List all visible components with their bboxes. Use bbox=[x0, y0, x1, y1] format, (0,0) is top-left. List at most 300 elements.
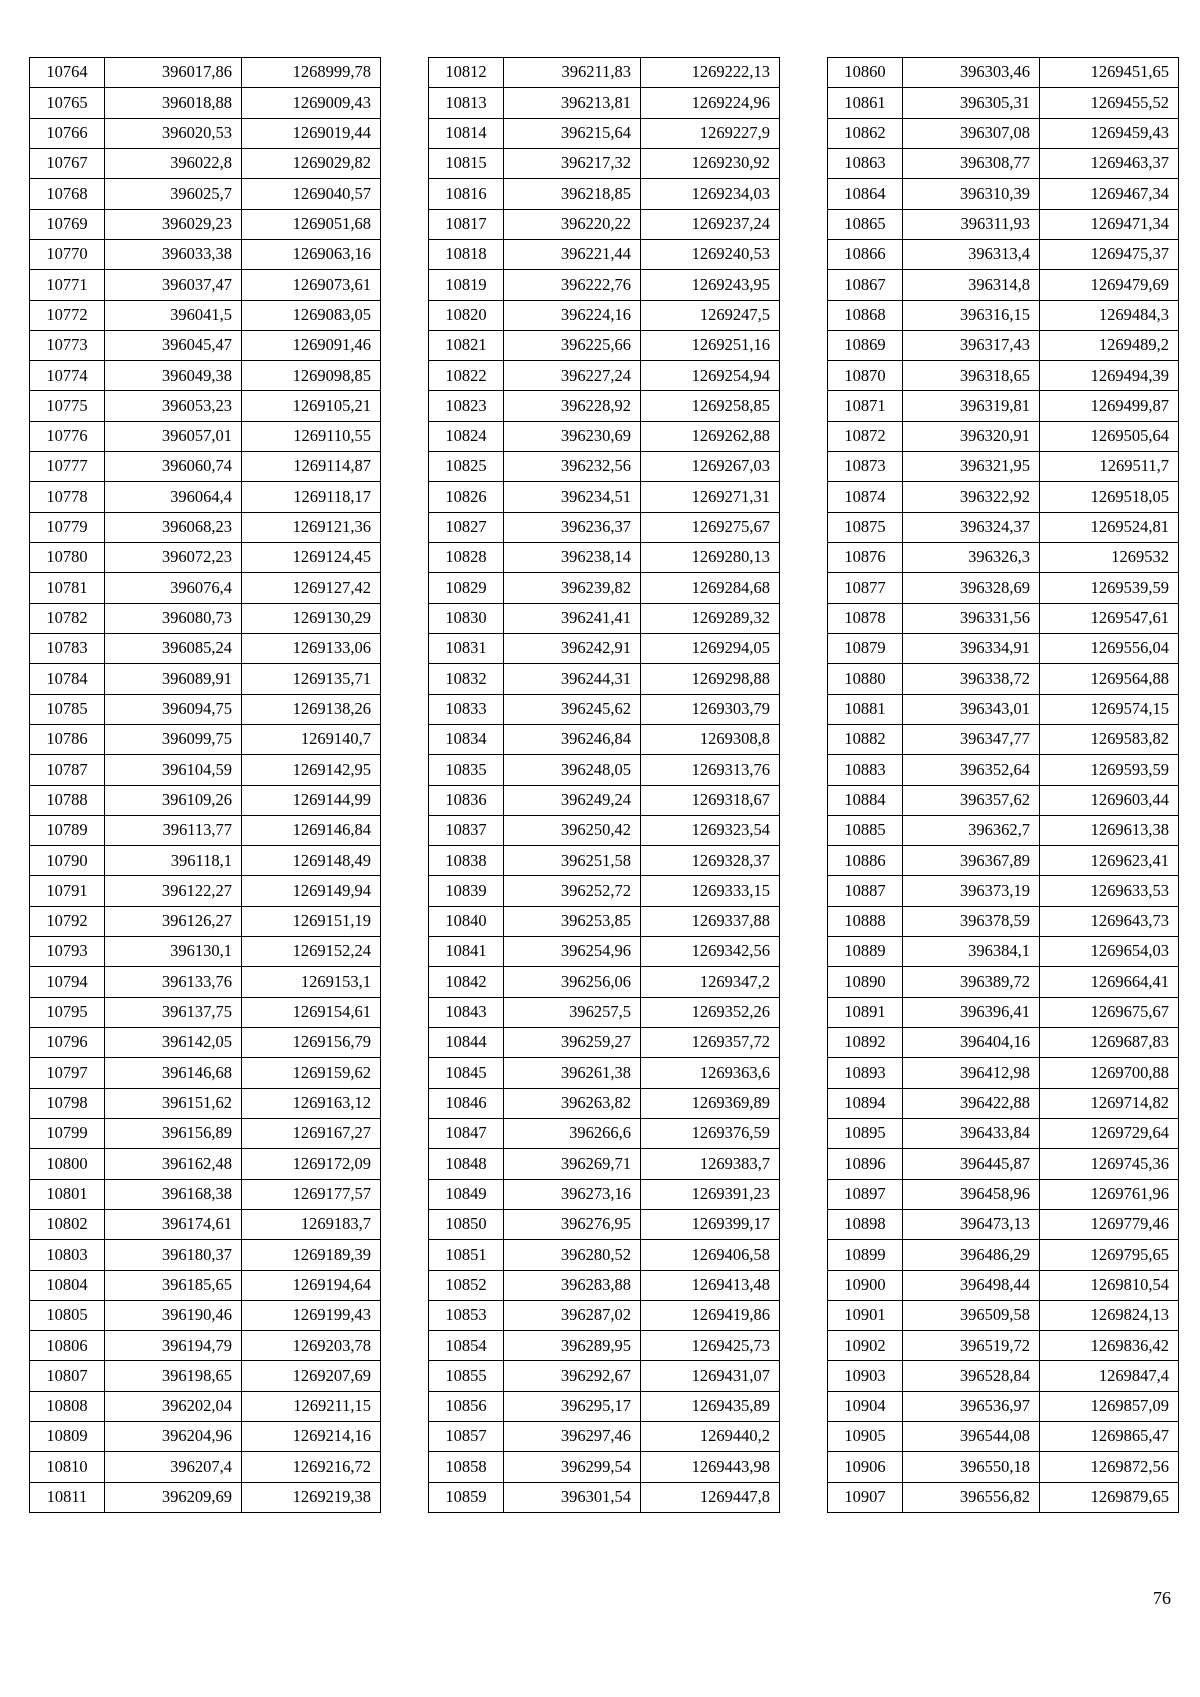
y-coordinate-cell: 1269156,79 bbox=[242, 1028, 381, 1058]
x-coordinate-cell: 396273,16 bbox=[504, 1179, 641, 1209]
point-number-cell: 10807 bbox=[30, 1361, 105, 1391]
table-row bbox=[828, 148, 1179, 178]
table-row bbox=[429, 1179, 780, 1209]
table-row bbox=[828, 755, 1179, 785]
x-coordinate-cell: 396072,23 bbox=[105, 543, 242, 573]
x-coordinate-cell: 396367,89 bbox=[903, 846, 1040, 876]
point-number-cell: 10904 bbox=[828, 1391, 903, 1421]
x-coordinate-cell: 396232,56 bbox=[504, 452, 641, 482]
point-number-cell: 10777 bbox=[30, 452, 105, 482]
table-row bbox=[828, 118, 1179, 148]
y-coordinate-cell: 1269847,4 bbox=[1040, 1361, 1179, 1391]
y-coordinate-cell: 1269124,45 bbox=[242, 543, 381, 573]
table-row bbox=[828, 300, 1179, 330]
table-row bbox=[828, 1088, 1179, 1118]
point-number-cell: 10860 bbox=[828, 58, 903, 88]
table-row bbox=[429, 1452, 780, 1482]
x-coordinate-cell: 396473,13 bbox=[903, 1209, 1040, 1239]
point-number-cell: 10823 bbox=[429, 391, 504, 421]
x-coordinate-cell: 396204,96 bbox=[105, 1422, 242, 1452]
x-coordinate-cell: 396244,31 bbox=[504, 664, 641, 694]
y-coordinate-cell: 1269148,49 bbox=[242, 846, 381, 876]
point-number-cell: 10776 bbox=[30, 421, 105, 451]
point-number-cell: 10858 bbox=[429, 1452, 504, 1482]
table-row bbox=[30, 997, 381, 1027]
point-number-cell: 10905 bbox=[828, 1422, 903, 1452]
y-coordinate-cell: 1269547,61 bbox=[1040, 603, 1179, 633]
y-coordinate-cell: 1269251,16 bbox=[641, 330, 780, 360]
point-number-cell: 10896 bbox=[828, 1149, 903, 1179]
y-coordinate-cell: 1269121,36 bbox=[242, 512, 381, 542]
coordinate-table-2 bbox=[428, 57, 780, 1513]
table-row bbox=[828, 694, 1179, 724]
x-coordinate-cell: 396310,39 bbox=[903, 179, 1040, 209]
y-coordinate-cell: 1269574,15 bbox=[1040, 694, 1179, 724]
table-row bbox=[828, 967, 1179, 997]
point-number-cell: 10771 bbox=[30, 270, 105, 300]
table-row bbox=[30, 1058, 381, 1088]
x-coordinate-cell: 396378,59 bbox=[903, 906, 1040, 936]
x-coordinate-cell: 396218,85 bbox=[504, 179, 641, 209]
y-coordinate-cell: 1269333,15 bbox=[641, 876, 780, 906]
table-row bbox=[828, 270, 1179, 300]
point-number-cell: 10819 bbox=[429, 270, 504, 300]
table-row bbox=[30, 209, 381, 239]
point-number-cell: 10822 bbox=[429, 361, 504, 391]
y-coordinate-cell: 1269857,09 bbox=[1040, 1391, 1179, 1421]
y-coordinate-cell: 1269795,65 bbox=[1040, 1240, 1179, 1270]
y-coordinate-cell: 1269391,23 bbox=[641, 1179, 780, 1209]
x-coordinate-cell: 396217,32 bbox=[504, 148, 641, 178]
y-coordinate-cell: 1269258,85 bbox=[641, 391, 780, 421]
x-coordinate-cell: 396198,65 bbox=[105, 1361, 242, 1391]
point-number-cell: 10796 bbox=[30, 1028, 105, 1058]
x-coordinate-cell: 396324,37 bbox=[903, 512, 1040, 542]
table-row bbox=[30, 330, 381, 360]
x-coordinate-cell: 396053,23 bbox=[105, 391, 242, 421]
point-number-cell: 10882 bbox=[828, 724, 903, 754]
y-coordinate-cell: 1269471,34 bbox=[1040, 209, 1179, 239]
y-coordinate-cell: 1269152,24 bbox=[242, 937, 381, 967]
y-coordinate-cell: 1269714,82 bbox=[1040, 1088, 1179, 1118]
y-coordinate-cell: 1269243,95 bbox=[641, 270, 780, 300]
y-coordinate-cell: 1269149,94 bbox=[242, 876, 381, 906]
y-coordinate-cell: 1269234,03 bbox=[641, 179, 780, 209]
x-coordinate-cell: 396089,91 bbox=[105, 664, 242, 694]
point-number-cell: 10782 bbox=[30, 603, 105, 633]
x-coordinate-cell: 396283,88 bbox=[504, 1270, 641, 1300]
x-coordinate-cell: 396137,75 bbox=[105, 997, 242, 1027]
x-coordinate-cell: 396299,54 bbox=[504, 1452, 641, 1482]
table-row bbox=[30, 361, 381, 391]
table-row bbox=[828, 846, 1179, 876]
table-row bbox=[30, 573, 381, 603]
y-coordinate-cell: 1269133,06 bbox=[242, 633, 381, 663]
table-row bbox=[30, 724, 381, 754]
table-row bbox=[429, 1209, 780, 1239]
point-number-cell: 10851 bbox=[429, 1240, 504, 1270]
y-coordinate-cell: 1269664,41 bbox=[1040, 967, 1179, 997]
table-row bbox=[429, 543, 780, 573]
x-coordinate-cell: 396322,92 bbox=[903, 482, 1040, 512]
y-coordinate-cell: 1269172,09 bbox=[242, 1149, 381, 1179]
point-number-cell: 10854 bbox=[429, 1331, 504, 1361]
table-row bbox=[429, 1300, 780, 1330]
point-number-cell: 10889 bbox=[828, 937, 903, 967]
table-row bbox=[30, 755, 381, 785]
table-row bbox=[429, 1331, 780, 1361]
table-row bbox=[30, 1270, 381, 1300]
point-number-cell: 10804 bbox=[30, 1270, 105, 1300]
x-coordinate-cell: 396250,42 bbox=[504, 815, 641, 845]
point-number-cell: 10802 bbox=[30, 1209, 105, 1239]
table-row bbox=[30, 88, 381, 118]
y-coordinate-cell: 1269303,79 bbox=[641, 694, 780, 724]
y-coordinate-cell: 1269419,86 bbox=[641, 1300, 780, 1330]
table-row bbox=[828, 330, 1179, 360]
x-coordinate-cell: 396404,16 bbox=[903, 1028, 1040, 1058]
y-coordinate-cell: 1269467,34 bbox=[1040, 179, 1179, 209]
y-coordinate-cell: 1269294,05 bbox=[641, 633, 780, 663]
x-coordinate-cell: 396041,5 bbox=[105, 300, 242, 330]
y-coordinate-cell: 1269271,31 bbox=[641, 482, 780, 512]
table-row bbox=[429, 846, 780, 876]
point-number-cell: 10793 bbox=[30, 937, 105, 967]
table-row bbox=[828, 573, 1179, 603]
y-coordinate-cell: 1269227,9 bbox=[641, 118, 780, 148]
table-row bbox=[429, 1240, 780, 1270]
point-number-cell: 10824 bbox=[429, 421, 504, 451]
x-coordinate-cell: 396094,75 bbox=[105, 694, 242, 724]
point-number-cell: 10811 bbox=[30, 1482, 105, 1512]
point-number-cell: 10801 bbox=[30, 1179, 105, 1209]
table-row bbox=[828, 512, 1179, 542]
y-coordinate-cell: 1269435,89 bbox=[641, 1391, 780, 1421]
y-coordinate-cell: 1269247,5 bbox=[641, 300, 780, 330]
y-coordinate-cell: 1269511,7 bbox=[1040, 452, 1179, 482]
table-row bbox=[828, 1149, 1179, 1179]
table-row bbox=[828, 664, 1179, 694]
table-row bbox=[429, 118, 780, 148]
point-number-cell: 10893 bbox=[828, 1058, 903, 1088]
y-coordinate-cell: 1269532 bbox=[1040, 543, 1179, 573]
table-row bbox=[429, 361, 780, 391]
x-coordinate-cell: 396445,87 bbox=[903, 1149, 1040, 1179]
x-coordinate-cell: 396057,01 bbox=[105, 421, 242, 451]
point-number-cell: 10820 bbox=[429, 300, 504, 330]
y-coordinate-cell: 1269019,44 bbox=[242, 118, 381, 148]
table-row bbox=[30, 118, 381, 148]
point-number-cell: 10774 bbox=[30, 361, 105, 391]
y-coordinate-cell: 1269207,69 bbox=[242, 1361, 381, 1391]
x-coordinate-cell: 396556,82 bbox=[903, 1482, 1040, 1512]
table-row bbox=[828, 815, 1179, 845]
y-coordinate-cell: 1269499,87 bbox=[1040, 391, 1179, 421]
point-number-cell: 10772 bbox=[30, 300, 105, 330]
point-number-cell: 10784 bbox=[30, 664, 105, 694]
x-coordinate-cell: 396308,77 bbox=[903, 148, 1040, 178]
y-coordinate-cell: 1269154,61 bbox=[242, 997, 381, 1027]
table-row bbox=[30, 1422, 381, 1452]
y-coordinate-cell: 1269613,38 bbox=[1040, 815, 1179, 845]
point-number-cell: 10790 bbox=[30, 846, 105, 876]
table-row bbox=[30, 482, 381, 512]
table-row bbox=[429, 785, 780, 815]
x-coordinate-cell: 396389,72 bbox=[903, 967, 1040, 997]
point-number-cell: 10881 bbox=[828, 694, 903, 724]
y-coordinate-cell: 1269177,57 bbox=[242, 1179, 381, 1209]
x-coordinate-cell: 396222,76 bbox=[504, 270, 641, 300]
x-coordinate-cell: 396033,38 bbox=[105, 239, 242, 269]
table-row bbox=[30, 603, 381, 633]
point-number-cell: 10817 bbox=[429, 209, 504, 239]
point-number-cell: 10785 bbox=[30, 694, 105, 724]
point-number-cell: 10843 bbox=[429, 997, 504, 1027]
x-coordinate-cell: 396433,84 bbox=[903, 1118, 1040, 1148]
x-coordinate-cell: 396228,92 bbox=[504, 391, 641, 421]
point-number-cell: 10810 bbox=[30, 1452, 105, 1482]
y-coordinate-cell: 1269151,19 bbox=[242, 906, 381, 936]
y-coordinate-cell: 1269824,13 bbox=[1040, 1300, 1179, 1330]
point-number-cell: 10767 bbox=[30, 148, 105, 178]
table-row bbox=[429, 88, 780, 118]
point-number-cell: 10809 bbox=[30, 1422, 105, 1452]
x-coordinate-cell: 396251,58 bbox=[504, 846, 641, 876]
table-row bbox=[828, 1240, 1179, 1270]
y-coordinate-cell: 1269159,62 bbox=[242, 1058, 381, 1088]
x-coordinate-cell: 396133,76 bbox=[105, 967, 242, 997]
table-row bbox=[429, 664, 780, 694]
point-number-cell: 10806 bbox=[30, 1331, 105, 1361]
y-coordinate-cell: 1269153,1 bbox=[242, 967, 381, 997]
x-coordinate-cell: 396221,44 bbox=[504, 239, 641, 269]
y-coordinate-cell: 1269425,73 bbox=[641, 1331, 780, 1361]
point-number-cell: 10840 bbox=[429, 906, 504, 936]
table-row bbox=[30, 1391, 381, 1421]
point-number-cell: 10894 bbox=[828, 1088, 903, 1118]
x-coordinate-cell: 396180,37 bbox=[105, 1240, 242, 1270]
x-coordinate-cell: 396099,75 bbox=[105, 724, 242, 754]
x-coordinate-cell: 396343,01 bbox=[903, 694, 1040, 724]
x-coordinate-cell: 396280,52 bbox=[504, 1240, 641, 1270]
point-number-cell: 10775 bbox=[30, 391, 105, 421]
x-coordinate-cell: 396113,77 bbox=[105, 815, 242, 845]
table-row bbox=[828, 1209, 1179, 1239]
point-number-cell: 10827 bbox=[429, 512, 504, 542]
y-coordinate-cell: 1269267,03 bbox=[641, 452, 780, 482]
point-number-cell: 10861 bbox=[828, 88, 903, 118]
y-coordinate-cell: 1269219,38 bbox=[242, 1482, 381, 1512]
x-coordinate-cell: 396227,24 bbox=[504, 361, 641, 391]
table-row bbox=[429, 1482, 780, 1512]
point-number-cell: 10879 bbox=[828, 633, 903, 663]
point-number-cell: 10797 bbox=[30, 1058, 105, 1088]
table-row bbox=[429, 452, 780, 482]
table-row bbox=[828, 876, 1179, 906]
x-coordinate-cell: 396331,56 bbox=[903, 603, 1040, 633]
y-coordinate-cell: 1269189,39 bbox=[242, 1240, 381, 1270]
y-coordinate-cell: 1269518,05 bbox=[1040, 482, 1179, 512]
point-number-cell: 10903 bbox=[828, 1361, 903, 1391]
point-number-cell: 10891 bbox=[828, 997, 903, 1027]
point-number-cell: 10783 bbox=[30, 633, 105, 663]
table-row bbox=[828, 785, 1179, 815]
table-row bbox=[828, 603, 1179, 633]
table-row bbox=[828, 1028, 1179, 1058]
x-coordinate-cell: 396528,84 bbox=[903, 1361, 1040, 1391]
x-coordinate-cell: 396486,29 bbox=[903, 1240, 1040, 1270]
table-row bbox=[828, 1452, 1179, 1482]
y-coordinate-cell: 1269110,55 bbox=[242, 421, 381, 451]
table-row bbox=[30, 1028, 381, 1058]
x-coordinate-cell: 396384,1 bbox=[903, 937, 1040, 967]
x-coordinate-cell: 396020,53 bbox=[105, 118, 242, 148]
point-number-cell: 10887 bbox=[828, 876, 903, 906]
page-number: 76 bbox=[1153, 1588, 1171, 1608]
y-coordinate-cell: 1269369,89 bbox=[641, 1088, 780, 1118]
y-coordinate-cell: 1269127,42 bbox=[242, 573, 381, 603]
x-coordinate-cell: 396215,64 bbox=[504, 118, 641, 148]
x-coordinate-cell: 396211,83 bbox=[504, 58, 641, 88]
x-coordinate-cell: 396320,91 bbox=[903, 421, 1040, 451]
x-coordinate-cell: 396313,4 bbox=[903, 239, 1040, 269]
y-coordinate-cell: 1269144,99 bbox=[242, 785, 381, 815]
y-coordinate-cell: 1269275,67 bbox=[641, 512, 780, 542]
x-coordinate-cell: 396068,23 bbox=[105, 512, 242, 542]
point-number-cell: 10829 bbox=[429, 573, 504, 603]
table-row bbox=[429, 482, 780, 512]
y-coordinate-cell: 1269505,64 bbox=[1040, 421, 1179, 451]
x-coordinate-cell: 396085,24 bbox=[105, 633, 242, 663]
y-coordinate-cell: 1269214,16 bbox=[242, 1422, 381, 1452]
x-coordinate-cell: 396025,7 bbox=[105, 179, 242, 209]
x-coordinate-cell: 396049,38 bbox=[105, 361, 242, 391]
x-coordinate-cell: 396213,81 bbox=[504, 88, 641, 118]
point-number-cell: 10766 bbox=[30, 118, 105, 148]
y-coordinate-cell: 1269163,12 bbox=[242, 1088, 381, 1118]
table-row bbox=[30, 543, 381, 573]
point-number-cell: 10906 bbox=[828, 1452, 903, 1482]
y-coordinate-cell: 1269475,37 bbox=[1040, 239, 1179, 269]
point-number-cell: 10870 bbox=[828, 361, 903, 391]
y-coordinate-cell: 1269224,96 bbox=[641, 88, 780, 118]
point-number-cell: 10798 bbox=[30, 1088, 105, 1118]
table-row bbox=[828, 1391, 1179, 1421]
table-row bbox=[30, 179, 381, 209]
x-coordinate-cell: 396190,46 bbox=[105, 1300, 242, 1330]
y-coordinate-cell: 1269865,47 bbox=[1040, 1422, 1179, 1452]
y-coordinate-cell: 1269593,59 bbox=[1040, 755, 1179, 785]
x-coordinate-cell: 396238,14 bbox=[504, 543, 641, 573]
table-row bbox=[30, 270, 381, 300]
y-coordinate-cell: 1269073,61 bbox=[242, 270, 381, 300]
x-coordinate-cell: 396276,95 bbox=[504, 1209, 641, 1239]
x-coordinate-cell: 396316,15 bbox=[903, 300, 1040, 330]
point-number-cell: 10826 bbox=[429, 482, 504, 512]
x-coordinate-cell: 396550,18 bbox=[903, 1452, 1040, 1482]
y-coordinate-cell: 1269347,2 bbox=[641, 967, 780, 997]
y-coordinate-cell: 1269463,37 bbox=[1040, 148, 1179, 178]
x-coordinate-cell: 396519,72 bbox=[903, 1331, 1040, 1361]
point-number-cell: 10852 bbox=[429, 1270, 504, 1300]
y-coordinate-cell: 1269654,03 bbox=[1040, 937, 1179, 967]
y-coordinate-cell: 1269254,94 bbox=[641, 361, 780, 391]
table-row bbox=[828, 391, 1179, 421]
point-number-cell: 10795 bbox=[30, 997, 105, 1027]
x-coordinate-cell: 396338,72 bbox=[903, 664, 1040, 694]
point-number-cell: 10769 bbox=[30, 209, 105, 239]
table-row bbox=[30, 694, 381, 724]
point-number-cell: 10862 bbox=[828, 118, 903, 148]
table-row bbox=[828, 1179, 1179, 1209]
x-coordinate-cell: 396319,81 bbox=[903, 391, 1040, 421]
table-row bbox=[828, 209, 1179, 239]
y-coordinate-cell: 1268999,78 bbox=[242, 58, 381, 88]
table-row bbox=[30, 512, 381, 542]
x-coordinate-cell: 396305,31 bbox=[903, 88, 1040, 118]
y-coordinate-cell: 1269489,2 bbox=[1040, 330, 1179, 360]
point-number-cell: 10821 bbox=[429, 330, 504, 360]
point-number-cell: 10770 bbox=[30, 239, 105, 269]
point-number-cell: 10830 bbox=[429, 603, 504, 633]
x-coordinate-cell: 396396,41 bbox=[903, 997, 1040, 1027]
x-coordinate-cell: 396017,86 bbox=[105, 58, 242, 88]
point-number-cell: 10865 bbox=[828, 209, 903, 239]
table-row bbox=[429, 755, 780, 785]
table-row bbox=[429, 997, 780, 1027]
point-number-cell: 10853 bbox=[429, 1300, 504, 1330]
point-number-cell: 10787 bbox=[30, 755, 105, 785]
y-coordinate-cell: 1269140,7 bbox=[242, 724, 381, 754]
point-number-cell: 10800 bbox=[30, 1149, 105, 1179]
table-row bbox=[429, 603, 780, 633]
x-coordinate-cell: 396317,43 bbox=[903, 330, 1040, 360]
x-coordinate-cell: 396109,26 bbox=[105, 785, 242, 815]
x-coordinate-cell: 396248,05 bbox=[504, 755, 641, 785]
y-coordinate-cell: 1269406,58 bbox=[641, 1240, 780, 1270]
x-coordinate-cell: 396334,91 bbox=[903, 633, 1040, 663]
y-coordinate-cell: 1269447,8 bbox=[641, 1482, 780, 1512]
y-coordinate-cell: 1269318,67 bbox=[641, 785, 780, 815]
table-row bbox=[429, 58, 780, 88]
x-coordinate-cell: 396328,69 bbox=[903, 573, 1040, 603]
table-row bbox=[429, 512, 780, 542]
point-number-cell: 10764 bbox=[30, 58, 105, 88]
point-number-cell: 10886 bbox=[828, 846, 903, 876]
point-number-cell: 10901 bbox=[828, 1300, 903, 1330]
table-row bbox=[429, 209, 780, 239]
table-row bbox=[429, 330, 780, 360]
y-coordinate-cell: 1269240,53 bbox=[641, 239, 780, 269]
x-coordinate-cell: 396321,95 bbox=[903, 452, 1040, 482]
table-row bbox=[30, 876, 381, 906]
table-row bbox=[828, 482, 1179, 512]
y-coordinate-cell: 1269761,96 bbox=[1040, 1179, 1179, 1209]
x-coordinate-cell: 396146,68 bbox=[105, 1058, 242, 1088]
table-row bbox=[30, 421, 381, 451]
point-number-cell: 10803 bbox=[30, 1240, 105, 1270]
table-row bbox=[429, 239, 780, 269]
x-coordinate-cell: 396498,44 bbox=[903, 1270, 1040, 1300]
table-row bbox=[828, 179, 1179, 209]
y-coordinate-cell: 1269357,72 bbox=[641, 1028, 780, 1058]
y-coordinate-cell: 1269199,43 bbox=[242, 1300, 381, 1330]
y-coordinate-cell: 1269494,39 bbox=[1040, 361, 1179, 391]
y-coordinate-cell: 1269105,21 bbox=[242, 391, 381, 421]
point-number-cell: 10813 bbox=[429, 88, 504, 118]
point-number-cell: 10832 bbox=[429, 664, 504, 694]
x-coordinate-cell: 396174,61 bbox=[105, 1209, 242, 1239]
